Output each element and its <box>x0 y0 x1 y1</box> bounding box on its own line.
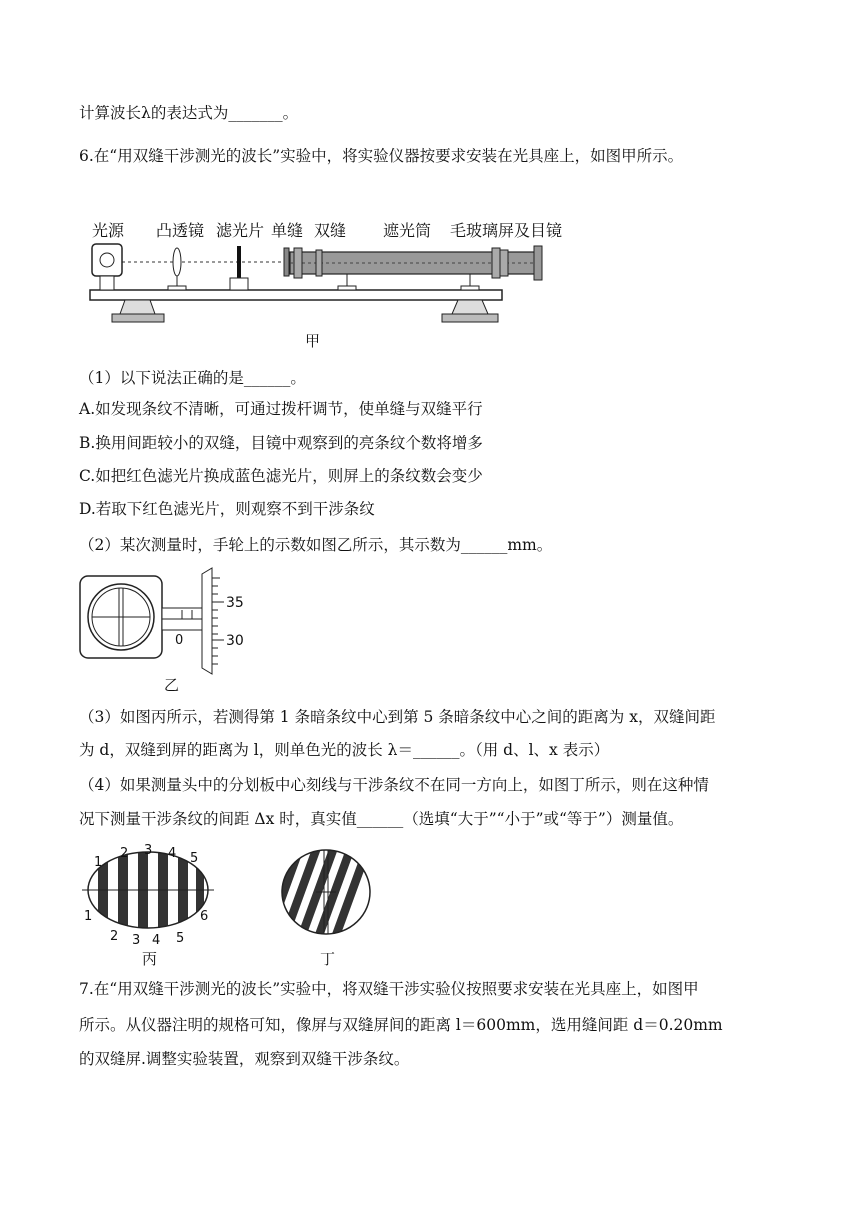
problem-6-stem: 6.在“用双缝干涉测光的波长”实验中，将实验仪器按要求安装在光具座上，如图甲所示。 <box>79 147 684 165</box>
caption-yi: 乙 <box>164 676 180 694</box>
option-c: C.如把红色滤光片换成蓝色滤光片，则屏上的条纹数会变少 <box>79 467 483 485</box>
caption-jia: 甲 <box>305 332 321 350</box>
tick-35: 35 <box>226 595 244 611</box>
question-3-line-2: 为 d，双缝到屏的距离为 l，则单色光的波长 λ＝______。（用 d、l、x 表示） <box>79 741 610 759</box>
option-d: D.若取下红色滤光片，则观察不到干涉条纹 <box>79 500 375 518</box>
rail-foot-left <box>120 300 155 314</box>
top-number-2: 2 <box>120 846 129 861</box>
question-4-line-1: （4）如果测量头中的分划板中心刻线与干涉条纹不在同一方向上，如图丁所示，则在这种情 <box>79 776 709 794</box>
bottom-number-1: 1 <box>84 909 93 924</box>
label-light-source: 光源 <box>92 221 125 240</box>
convex-lens <box>173 248 181 276</box>
option-b: B.换用间距较小的双缝，目镜中观察到的亮条纹个数将增多 <box>79 434 483 452</box>
bottom-number-3: 3 <box>132 933 141 948</box>
top-number-1: 1 <box>94 855 103 870</box>
bottom-number-6: 6 <box>200 909 209 924</box>
fringe-figure-ding <box>278 846 378 970</box>
thimble <box>202 568 212 674</box>
option-a: A.如发现条纹不清晰，可通过拨杆调节，使单缝与双缝平行 <box>79 400 483 418</box>
problem-7-line-1: 7.在“用双缝干涉测光的波长”实验中，将双缝干涉实验仪按照要求安装在光具座上，如图甲 <box>79 980 699 998</box>
label-double-slit: 双缝 <box>314 221 347 240</box>
bottom-number-2: 2 <box>110 929 119 944</box>
tick-30: 30 <box>226 633 244 649</box>
eyepiece <box>534 246 542 280</box>
question-2: （2）某次测量时，手轮上的示数如图乙所示，其示数为______mm。 <box>79 536 553 554</box>
filter <box>237 246 241 278</box>
question-4-line-2: 况下测量干涉条纹的间距 Δx 时，真实值______（选填“大于”“小于”或“等于”）测量值。 <box>79 810 684 828</box>
problem-7-line-3: 的双缝屏.调整实验装置，观察到双缝干涉条纹。 <box>79 1050 410 1068</box>
question-3-line-1: （3）如图丙所示，若测得第 1 条暗条纹中心到第 5 条暗条纹中心之间的距离为 x，双缝间距 <box>79 708 716 726</box>
single-slit <box>284 248 289 276</box>
micrometer-figure-yi <box>78 566 278 696</box>
label-convex-lens: 凸透镜 <box>156 221 205 240</box>
caption-ding: 丁 <box>320 950 336 968</box>
top-number-5: 5 <box>190 851 199 866</box>
label-single-slit: 单缝 <box>271 221 304 240</box>
bottom-number-4: 4 <box>152 933 161 948</box>
label-filter: 滤光片 <box>216 221 265 240</box>
fringe-figure-bing <box>80 840 220 970</box>
label-screen-eyepiece: 毛玻璃屏及目镜 <box>450 221 563 240</box>
optical-rail <box>90 290 502 300</box>
apparatus-figure-jia <box>80 214 590 354</box>
sleeve-zero-label: 0 <box>175 633 184 648</box>
text-line-wavelength-expression: 计算波长λ的表达式为_______。 <box>79 104 299 122</box>
rail-foot-right <box>452 300 488 314</box>
label-light-shield-tube: 遮光筒 <box>383 221 432 240</box>
caption-bing: 丙 <box>142 950 158 968</box>
top-number-4: 4 <box>168 846 177 861</box>
question-1: （1）以下说法正确的是______。 <box>79 369 306 387</box>
bottom-number-5: 5 <box>176 931 185 946</box>
problem-7-line-2: 所示。从仪器注明的规格可知，像屏与双缝屏间的距离 l＝600mm，选用缝间距 d＝0.20mm <box>79 1016 723 1034</box>
top-number-3: 3 <box>144 843 153 858</box>
